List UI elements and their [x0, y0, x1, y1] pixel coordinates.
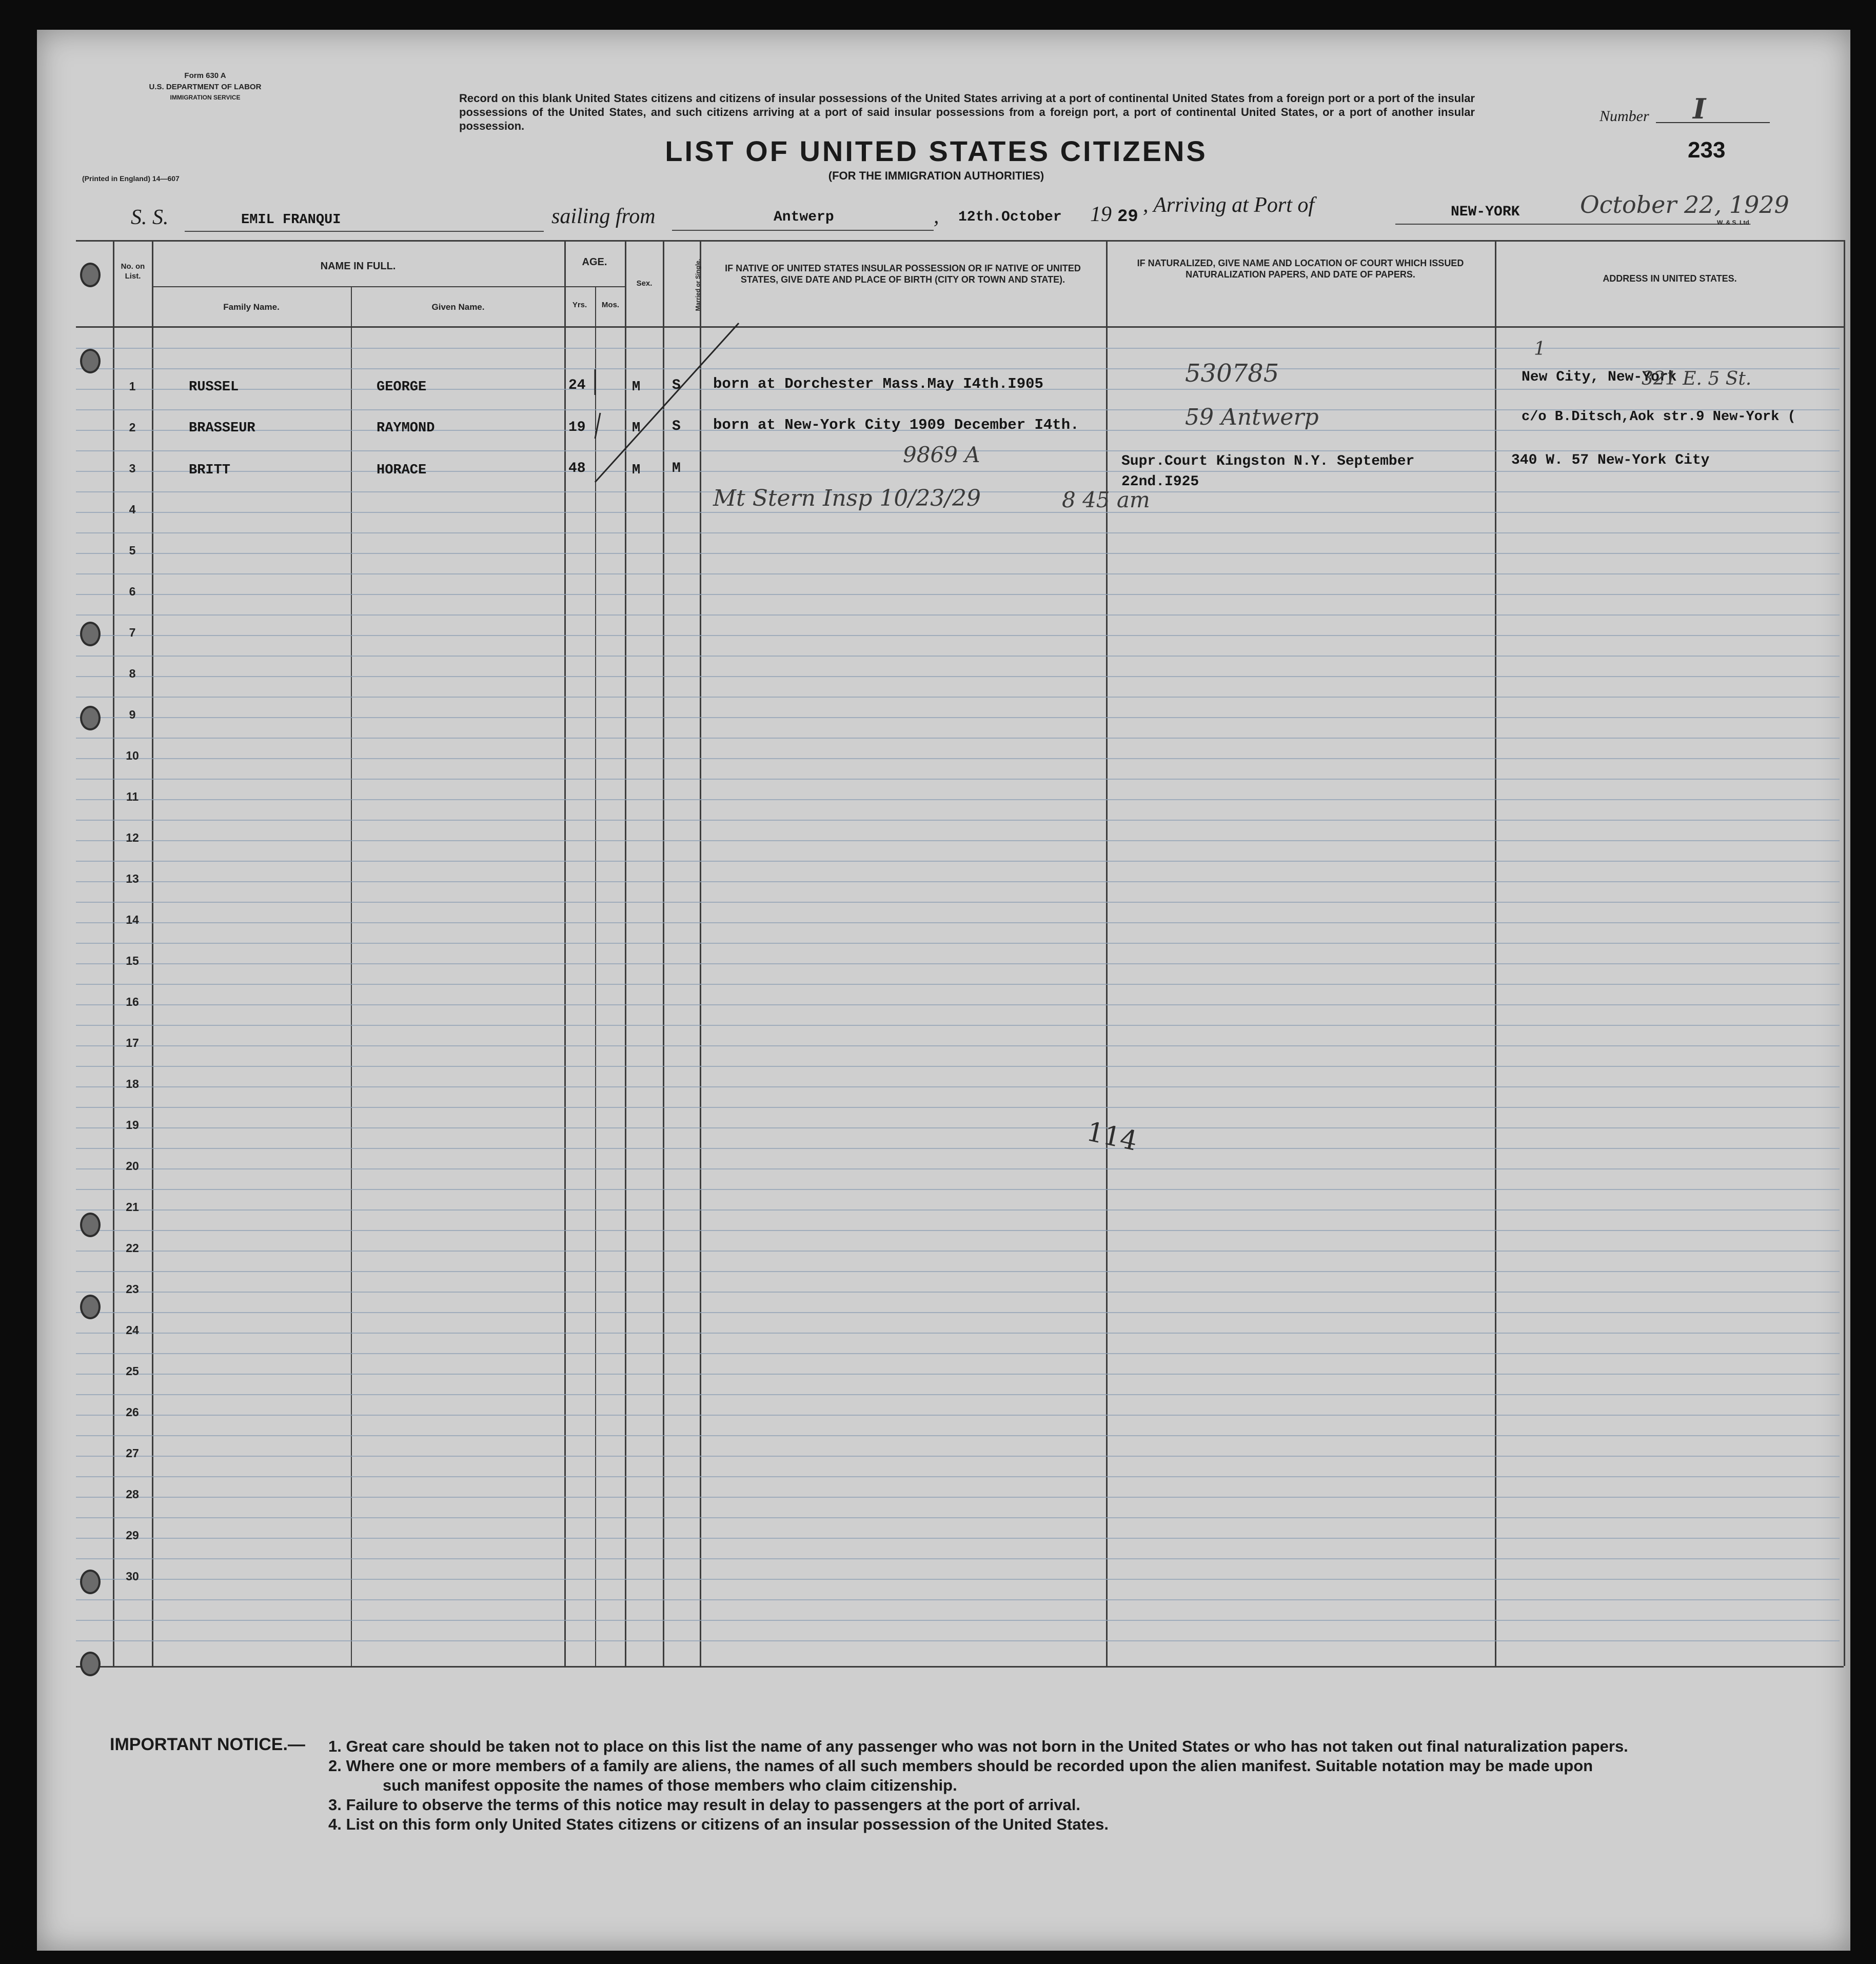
row-number: 12	[126, 831, 139, 844]
ruled-line	[76, 573, 1840, 574]
row1-sex: M	[632, 380, 641, 395]
ruled-line	[76, 1107, 1840, 1108]
row1-age: 24	[568, 378, 586, 393]
comma: ,	[934, 205, 939, 228]
row-number: 17	[126, 1036, 139, 1049]
ruled-line	[76, 738, 1840, 739]
notice-label: IMPORTANT NOTICE.—	[110, 1735, 305, 1754]
sailing-label: sailing from	[551, 205, 656, 228]
ruled-line	[76, 1435, 1840, 1436]
ruled-line	[76, 820, 1840, 821]
row2-marital: S	[672, 419, 681, 434]
row3-sex: M	[632, 463, 641, 478]
ruled-line	[76, 1045, 1840, 1046]
row-number: 20	[126, 1159, 139, 1173]
ruled-line	[76, 799, 1840, 800]
ruled-line	[76, 1415, 1840, 1416]
header-native: IF NATIVE OF UNITED STATES INSULAR POSSESSION OR IF NATIVE OF UNITED STATES, GIVE DATE AND PLACE OF BIRTH (CITY OR TOWN AND STATE).	[725, 263, 1081, 285]
table-top-border	[76, 240, 1844, 242]
table-bottom-border	[76, 1666, 1844, 1668]
row-number: 4	[129, 503, 136, 516]
ruled-line	[76, 1025, 1840, 1026]
ruled-line	[76, 1538, 1840, 1539]
stamp-114: 114	[1083, 1116, 1140, 1157]
col-border-family	[351, 286, 352, 1666]
row-number: 3	[129, 462, 136, 475]
row3-naturalization: Supr.Court Kingston N.Y. September 22nd.I925	[1121, 453, 1415, 490]
row-number: 13	[126, 872, 139, 885]
ruled-line	[76, 348, 1840, 349]
row3-time-note: 8 45 am	[1062, 487, 1150, 512]
number-label: Number	[1599, 108, 1649, 125]
col-border-no	[152, 240, 153, 1666]
header-given-name: Given Name.	[431, 302, 485, 312]
printer-mark: W. & S. Ltd.	[1717, 219, 1751, 226]
document-title: LIST OF UNITED STATES CITIZENS	[665, 135, 1208, 167]
header-family-name: Family Name.	[223, 302, 280, 312]
ruled-line	[76, 1497, 1840, 1498]
header-bottom-border	[76, 326, 1844, 328]
number-value: I	[1693, 92, 1706, 125]
row2-age: 19	[568, 420, 586, 435]
row-number: 24	[126, 1323, 139, 1337]
notice-item-3: 3. Failure to observe the terms of this notice may result in delay to passengers at the port of arrival.	[328, 1796, 1081, 1814]
form-number: Form 630 A	[184, 71, 226, 80]
row-number: 15	[126, 954, 139, 967]
row2-sex: M	[632, 421, 641, 436]
row-number: 28	[126, 1487, 139, 1501]
row-number: 1	[129, 380, 136, 393]
year-suffix: 29	[1117, 207, 1138, 227]
ruled-line	[76, 1086, 1840, 1087]
ruled-line	[76, 1353, 1840, 1354]
row3-age: 48	[568, 461, 586, 477]
ship-name: EMIL FRANQUI	[241, 212, 341, 228]
ruled-line	[76, 1394, 1840, 1395]
ruled-line	[76, 1456, 1840, 1457]
header-name-in-full: NAME IN FULL.	[320, 261, 396, 272]
ruled-line	[76, 1168, 1840, 1169]
ruled-line	[76, 779, 1840, 780]
row2-given: RAYMOND	[377, 421, 435, 436]
ruled-line	[76, 943, 1840, 944]
header-yrs: Yrs.	[572, 301, 587, 309]
header-no: No. on List.	[121, 262, 145, 281]
departure-date: 12th.October	[958, 209, 1062, 225]
ruled-line	[76, 717, 1840, 718]
header-mos: Mos.	[601, 301, 620, 309]
record-instructions: Record on this blank United States citizens and citizens of insular possessions of the United States arriving at a port of continental United States from a foreign port or a port of the insular possessions of the United States, and such citizens arriving at a port of said insular possessions from a foreign port, a port of continental United States, or a port of another insular possession.	[459, 92, 1475, 132]
ruled-line	[76, 1251, 1840, 1252]
ruled-line	[76, 614, 1840, 616]
ruled-line	[76, 1127, 1840, 1128]
ruled-line	[76, 471, 1840, 472]
page-number: 233	[1688, 137, 1726, 163]
ruled-line	[76, 1517, 1840, 1518]
printed-note: (Printed in England) 14—607	[82, 174, 180, 183]
header-age: AGE.	[582, 256, 607, 268]
ruled-line	[76, 1640, 1840, 1641]
punch-hole-6	[80, 1295, 101, 1319]
arrival-underline	[1395, 224, 1749, 225]
row2-nat-note: 59 Antwerp	[1185, 404, 1319, 430]
ruled-line	[76, 1558, 1840, 1559]
row-number: 23	[126, 1282, 139, 1296]
ruled-line	[76, 861, 1840, 862]
row1-address: New City, New-York	[1522, 369, 1677, 385]
ruled-line	[76, 594, 1840, 595]
punch-hole-8	[80, 1652, 101, 1676]
ruled-line	[76, 922, 1840, 923]
ruled-line	[76, 1312, 1840, 1313]
diagonal-strokes	[564, 308, 749, 492]
ruled-line	[76, 1599, 1840, 1600]
row3-family: BRITT	[189, 463, 231, 478]
col-border-naturalized	[1495, 240, 1496, 1666]
ruled-line	[76, 1189, 1840, 1190]
punch-hole-4	[80, 706, 101, 730]
header-naturalized: IF NATURALIZED, GIVE NAME AND LOCATION OF COURT WHICH ISSUED NATURALIZATION PAPERS, AND DATE OF PAPERS.	[1137, 258, 1464, 280]
row-number: 2	[129, 421, 136, 434]
row2-birth: born at New-York City 1909 December I4th.	[713, 416, 1079, 433]
row-number: 8	[129, 667, 136, 680]
row-number: 5	[129, 544, 136, 557]
row2-family: BRASSEUR	[189, 421, 255, 436]
age-subheader-line	[564, 286, 625, 287]
ruled-line	[76, 881, 1840, 882]
punch-hole-2	[80, 349, 101, 373]
ruled-line	[76, 902, 1840, 903]
row-number: 6	[129, 585, 136, 598]
row1-address-note: 1	[1534, 339, 1546, 360]
punch-hole-7	[80, 1570, 101, 1594]
row-number: 9	[129, 708, 136, 721]
notice-item-2: 2. Where one or more members of a family are aliens, the names of all such members should be recorded upon the alien manifest. Suitable notation may be made upon	[328, 1757, 1593, 1775]
row3-birth-note: 9869 A	[903, 442, 980, 467]
row-number: 16	[126, 995, 139, 1008]
ruled-line	[76, 1292, 1840, 1293]
number-underline	[1656, 122, 1770, 123]
name-subheader-line	[152, 286, 564, 287]
ruled-line	[76, 553, 1840, 554]
ruled-line	[76, 1374, 1840, 1375]
service: IMMIGRATION SERVICE	[170, 94, 241, 101]
arrival-port: NEW-YORK	[1451, 204, 1520, 220]
row-number: 7	[129, 626, 136, 639]
ruled-line	[76, 1230, 1840, 1231]
row-number: 10	[126, 749, 139, 762]
row-number: 26	[126, 1405, 139, 1419]
document-subtitle: (FOR THE IMMIGRATION AUTHORITIES)	[828, 169, 1044, 182]
row-number: 19	[126, 1118, 139, 1132]
row-number: 18	[126, 1077, 139, 1090]
ruled-line	[76, 1004, 1840, 1005]
row2-address: c/o B.Ditsch,Aok str.9 New-York (	[1522, 409, 1796, 425]
punch-hole-5	[80, 1213, 101, 1237]
ruled-line	[76, 984, 1840, 985]
ruled-line	[76, 1579, 1840, 1580]
port-underline	[672, 230, 934, 231]
row-number: 27	[126, 1446, 139, 1460]
ruled-line	[76, 1209, 1840, 1211]
ruled-line	[76, 697, 1840, 698]
punch-hole-1	[80, 263, 101, 287]
row1-birth: born at Dorchester Mass.May I4th.I905	[713, 375, 1043, 392]
ruled-line	[76, 1476, 1840, 1477]
col-border-native	[1106, 240, 1108, 1666]
notice-item-1: 1. Great care should be taken not to place on this list the name of any passenger who was not born in the United States or who has not taken out final naturalization papers.	[328, 1737, 1628, 1755]
row-number: 11	[126, 790, 139, 803]
department: U.S. DEPARTMENT OF LABOR	[149, 83, 262, 91]
ruled-line	[76, 656, 1840, 657]
ruled-line	[76, 963, 1840, 964]
ss-label: S. S.	[131, 206, 169, 229]
ruled-line	[76, 1271, 1840, 1272]
ruled-line	[76, 840, 1840, 841]
ruled-line	[76, 512, 1840, 513]
ruled-line	[76, 1620, 1840, 1621]
departure-port: Antwerp	[774, 209, 834, 225]
punch-hole-3	[80, 622, 101, 646]
col-border-right	[1844, 240, 1845, 1666]
row2-address-note: 321 E. 5 St.	[1642, 368, 1752, 389]
row1-family: RUSSEL	[189, 380, 239, 395]
row1-nat-note: 530785	[1185, 359, 1279, 388]
row3-marital: M	[672, 461, 681, 477]
arriving-label: , Arriving at Port of	[1143, 193, 1315, 217]
ruled-line	[76, 1333, 1840, 1334]
manifest-page	[37, 30, 1850, 1951]
ruled-line	[76, 676, 1840, 677]
row3-given: HORACE	[377, 463, 427, 478]
row3-inspector-note: Mt Stern Insp 10/23/29	[713, 485, 981, 511]
row-number: 22	[126, 1241, 139, 1255]
notice-item-2-cont: such manifest opposite the names of those members who claim citizenship.	[383, 1776, 957, 1794]
row1-marital: S	[672, 378, 681, 393]
header-married: Married or Single.	[694, 259, 702, 311]
row-number: 14	[126, 913, 139, 926]
row3-address: 340 W. 57 New-York City	[1511, 452, 1710, 468]
header-address: ADDRESS IN UNITED STATES.	[1603, 273, 1737, 284]
row-number: 30	[126, 1570, 139, 1583]
col-border-left	[113, 240, 114, 1666]
row-number: 21	[126, 1200, 139, 1214]
ruled-line	[76, 532, 1840, 533]
row1-given: GEORGE	[377, 380, 427, 395]
ruled-line	[76, 758, 1840, 759]
col-border-yrs	[595, 286, 596, 1666]
notice-item-4: 4. List on this form only United States citizens or citizens of an insular possession of the United States.	[328, 1815, 1109, 1833]
arrival-date: October 22, 1929	[1580, 191, 1789, 219]
ruled-line	[76, 1148, 1840, 1149]
ruled-line	[76, 635, 1840, 636]
year-prefix: 19	[1090, 203, 1112, 226]
row-number: 29	[126, 1529, 139, 1542]
ship-underline	[185, 231, 544, 232]
row-number: 25	[126, 1364, 139, 1378]
header-sex: Sex.	[636, 279, 653, 288]
ruled-line	[76, 1066, 1840, 1067]
